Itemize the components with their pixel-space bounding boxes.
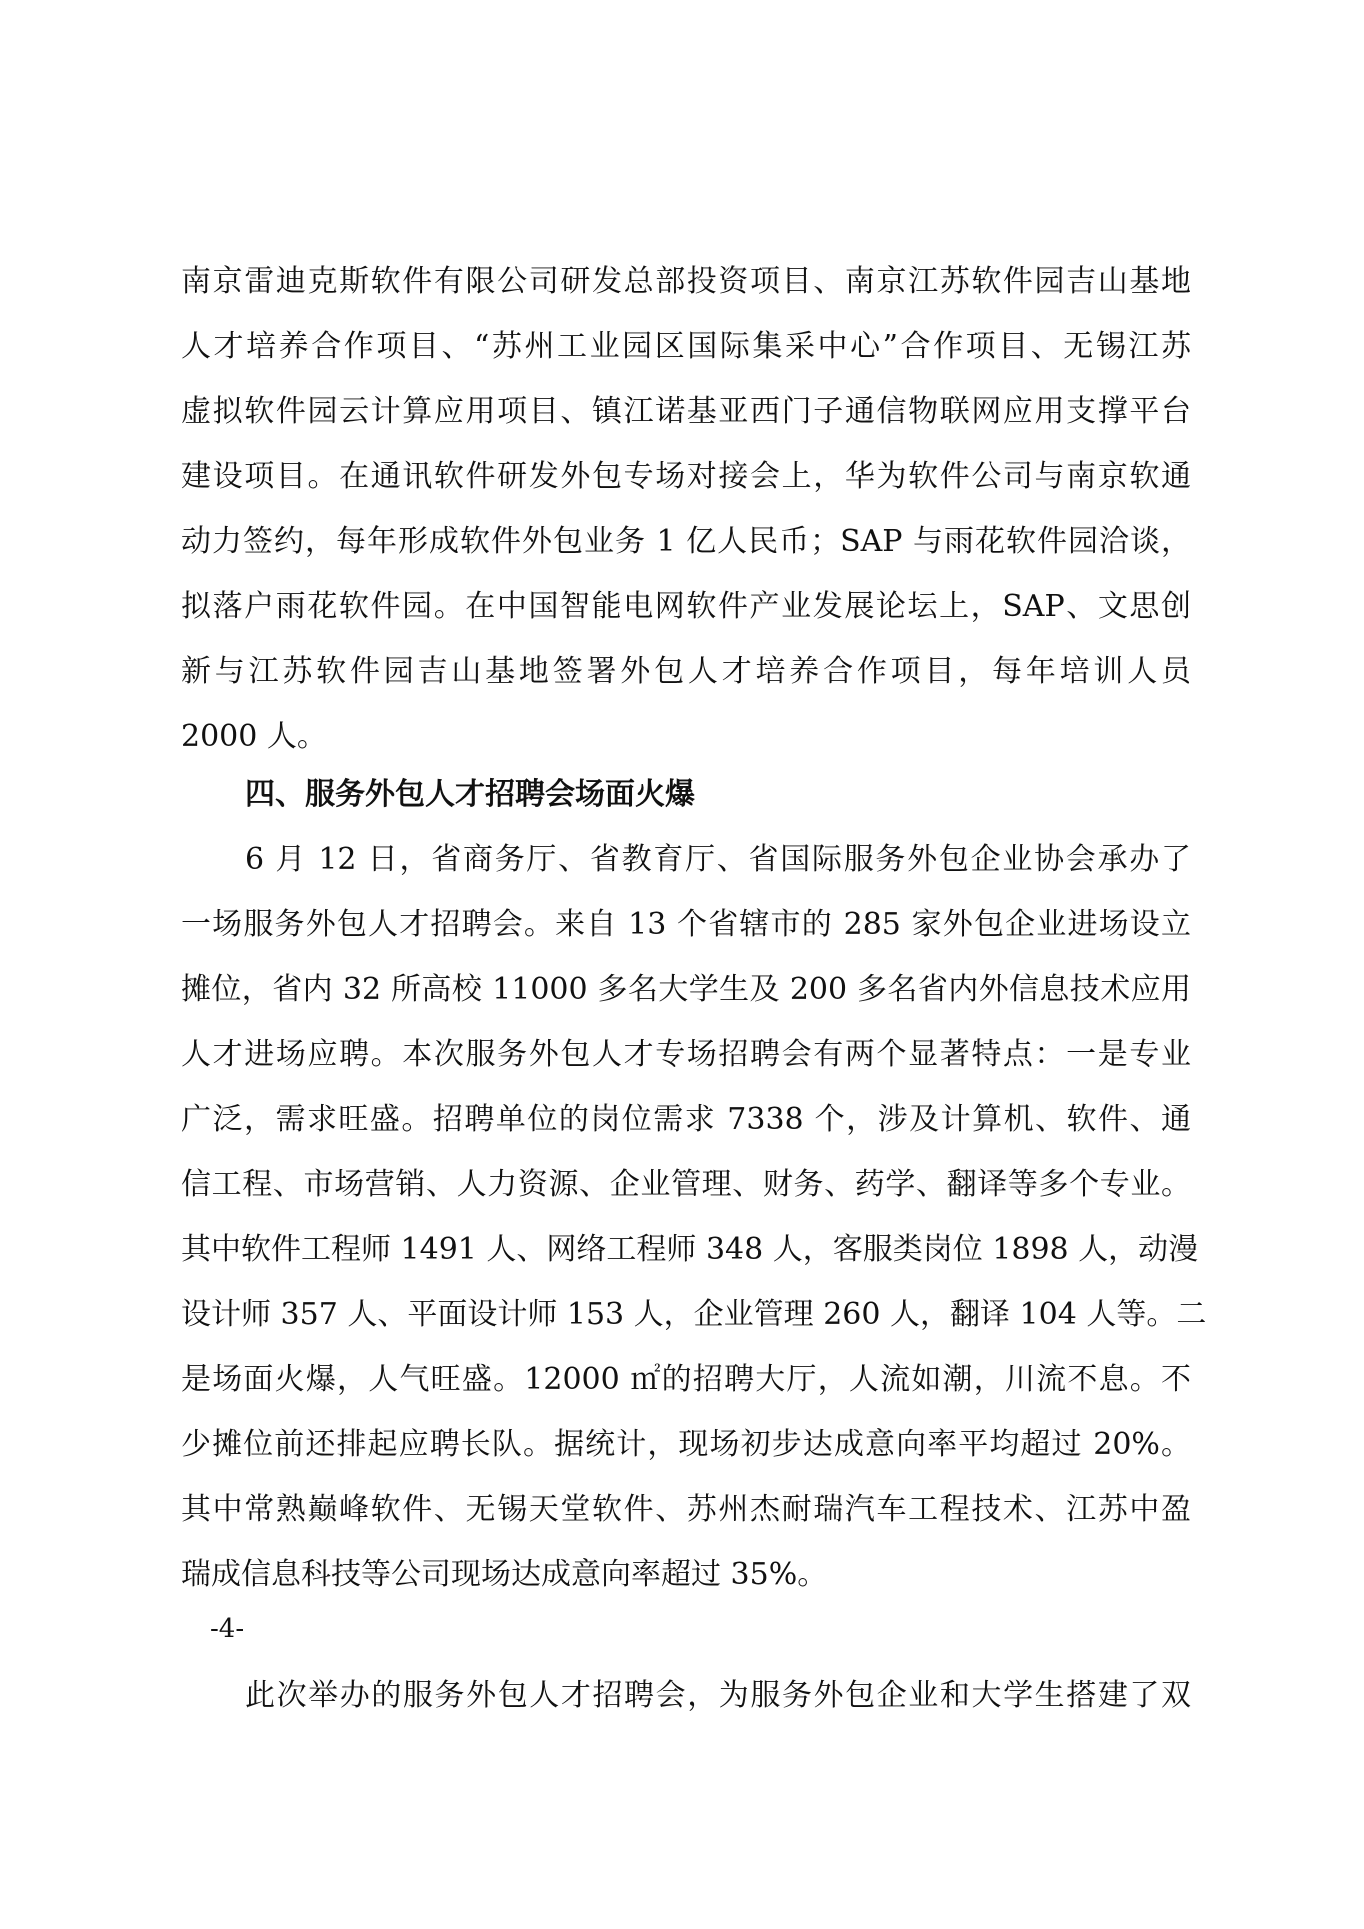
paragraph-2-line-6: 信工程、市场营销、人力资源、企业管理、财务、药学、翻译等多个专业。	[181, 1167, 1191, 1202]
paragraph-2-line-10: 少摊位前还排起应聘长队。据统计，现场初步达成意向率平均超过 20%。	[181, 1427, 1191, 1462]
paragraph-2-line-12: 瑞成信息科技等公司现场达成意向率超过 35%。	[181, 1557, 828, 1592]
paragraph-1-line-7: 新与江苏软件园吉山基地签署外包人才培养合作项目，每年培训人员	[181, 654, 1191, 689]
paragraph-2-line-7: 其中软件工程师 1491 人、网络工程师 348 人，客服类岗位 1898 人，动漫	[181, 1232, 1199, 1267]
paragraph-2-line-4: 人才进场应聘。本次服务外包人才专场招聘会有两个显著特点：一是专业	[181, 1037, 1191, 1072]
paragraph-1-line-2: 人才培养合作项目、“苏州工业园区国际集采中心”合作项目、无锡江苏	[181, 329, 1191, 364]
paragraph-1-line-3: 虚拟软件园云计算应用项目、镇江诺基亚西门子通信物联网应用支撑平台	[181, 394, 1191, 429]
paragraph-1-line-5: 动力签约，每年形成软件外包业务 1 亿人民币；SAP 与雨花软件园洽谈，	[181, 524, 1191, 559]
page-number: -4-	[210, 1614, 245, 1644]
paragraph-2-line-2: 一场服务外包人才招聘会。来自 13 个省辖市的 285 家外包企业进场设立	[181, 907, 1191, 942]
paragraph-2-line-5: 广泛，需求旺盛。招聘单位的岗位需求 7338 个，涉及计算机、软件、通	[181, 1102, 1191, 1137]
paragraph-1-line-8: 2000 人。	[181, 719, 327, 754]
paragraph-1-line-6: 拟落户雨花软件园。在中国智能电网软件产业发展论坛上，SAP、文思创	[181, 589, 1191, 624]
paragraph-2-line-3: 摊位，省内 32 所高校 11000 多名大学生及 200 多名省内外信息技术应用	[181, 972, 1191, 1007]
paragraph-2-line-9: 是场面火爆，人气旺盛。12000 ㎡的招聘大厅，人流如潮，川流不息。不	[181, 1362, 1191, 1397]
paragraph-2-line-8: 设计师 357 人、平面设计师 153 人，企业管理 260 人，翻译 104 人等。二	[181, 1297, 1207, 1332]
paragraph-1-line-4: 建设项目。在通讯软件研发外包专场对接会上，华为软件公司与南京软通	[181, 459, 1191, 494]
paragraph-2-line-11: 其中常熟巅峰软件、无锡天堂软件、苏州杰耐瑞汽车工程技术、江苏中盈	[181, 1492, 1191, 1527]
paragraph-2-line-1: 6 月 12 日，省商务厅、省教育厅、省国际服务外包企业协会承办了	[245, 842, 1191, 877]
paragraph-3-line-1: 此次举办的服务外包人才招聘会，为服务外包企业和大学生搭建了双	[245, 1678, 1191, 1713]
paragraph-1-line-1: 南京雷迪克斯软件有限公司研发总部投资项目、南京江苏软件园吉山基地	[181, 264, 1191, 299]
section-heading: 四、服务外包人才招聘会场面火爆	[245, 777, 695, 812]
